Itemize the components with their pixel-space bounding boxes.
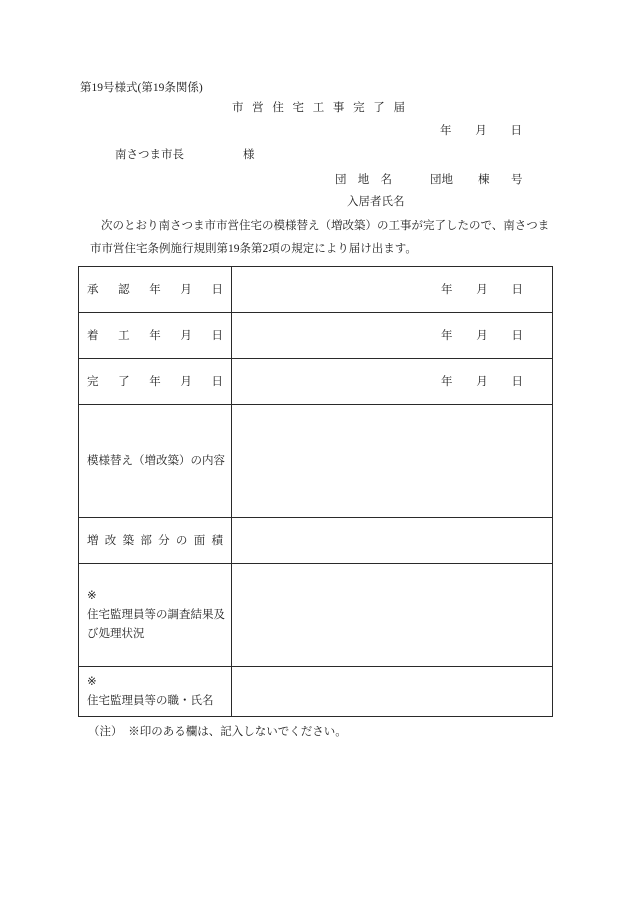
inspector-name-value-cell xyxy=(232,667,553,717)
form-title: 市 営 住 宅 工 事 完 了 届 xyxy=(232,102,405,114)
table-row-renovation-content xyxy=(79,405,553,518)
inspection-result-value-cell xyxy=(232,564,553,667)
danchi-label-wrap xyxy=(335,173,392,187)
start-date-value-cell xyxy=(232,313,553,359)
extension-area-value-cell xyxy=(232,518,553,564)
start-date-label: 着 工 年 月 日 xyxy=(87,329,223,342)
danchi-unit: 団地 xyxy=(430,174,453,186)
inspector-name-label: 住宅監理員等の職・氏名 xyxy=(87,694,214,707)
approval-date-label-cell xyxy=(79,267,232,313)
body-text-line-1: 次のとおり南さつま市市営住宅の模様替え（増改築）の工事が完了したので、南さつま xyxy=(101,220,550,232)
office-use-mark: ※ xyxy=(87,589,97,602)
table-row-inspector-name xyxy=(79,667,553,717)
office-use-mark: ※ xyxy=(87,675,97,688)
footer-note: （注） ※印のある欄は、記入しないでください。 xyxy=(88,726,347,738)
table-row-inspection-result xyxy=(79,564,553,667)
table-row-start-date xyxy=(79,313,553,359)
header-date: 年 月 日 xyxy=(440,125,522,137)
approval-date-value: 年 月 日 xyxy=(441,283,523,296)
completion-date-label-cell xyxy=(79,359,232,405)
approval-date-value-cell xyxy=(232,267,553,313)
start-date-value: 年 月 日 xyxy=(441,329,523,342)
form-table xyxy=(78,266,553,717)
resident-name-label: 入居者氏名 xyxy=(347,196,405,208)
renovation-content-label: 模様替え（増改築）の内容 xyxy=(87,455,225,467)
completion-date-label: 完 了 年 月 日 xyxy=(87,375,223,388)
danchi-label: 団 地 名 xyxy=(335,174,392,186)
gou-unit: 号 xyxy=(511,174,523,186)
inspection-result-label: 住宅監理員等の調査結果及び処理状況 xyxy=(87,608,225,640)
form-title-wrap xyxy=(232,101,405,115)
addressee-suffix: 様 xyxy=(243,149,255,161)
renovation-content-label-cell xyxy=(79,405,232,518)
completion-date-value: 年 月 日 xyxy=(441,375,523,388)
inspection-result-label-cell xyxy=(79,564,232,667)
completion-date-value-cell xyxy=(232,359,553,405)
body-text-line-2: 市市営住宅条例施行規則第19条第2項の規定により届け出ます。 xyxy=(90,243,417,255)
approval-date-label: 承 認 年 月 日 xyxy=(87,283,223,296)
renovation-content-value-cell xyxy=(232,405,553,518)
extension-area-label-cell xyxy=(79,518,232,564)
addressee-name: 南さつま市長 xyxy=(115,149,184,161)
table-row-completion-date xyxy=(79,359,553,405)
header-date-wrap xyxy=(440,124,522,138)
start-date-label-cell xyxy=(79,313,232,359)
tou-unit: 棟 xyxy=(478,174,490,186)
form-number: 第19号様式(第19条関係) xyxy=(80,82,203,94)
extension-area-label: 増 改 築 部 分 の 面 積 xyxy=(87,534,223,547)
table-row-approval-date xyxy=(79,267,553,313)
table-row-extension-area xyxy=(79,518,553,564)
inspector-name-label-cell xyxy=(79,667,232,717)
